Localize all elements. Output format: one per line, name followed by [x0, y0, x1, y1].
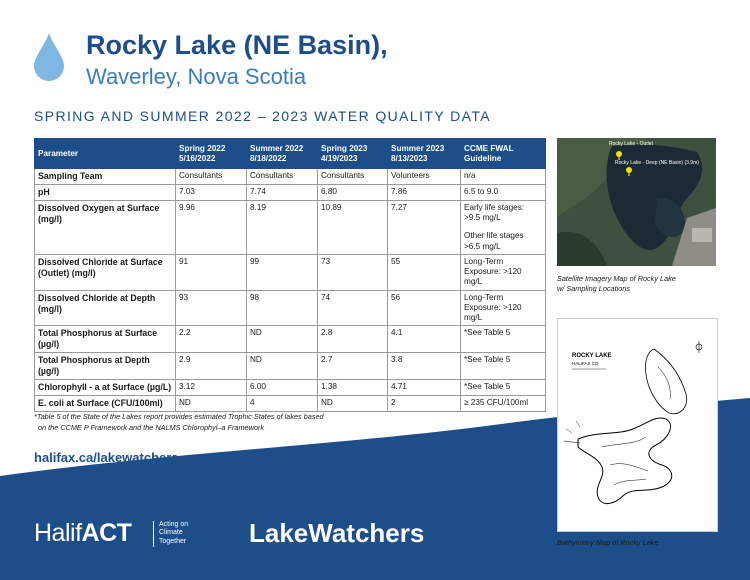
- logo-act: ACT: [81, 519, 132, 547]
- label-outlet: Rocky Lake - Outlet: [609, 141, 653, 147]
- table-cell: 74: [318, 290, 388, 326]
- satellite-map-image: [557, 138, 716, 266]
- logo-prefix: Halif: [34, 519, 82, 547]
- table-cell: 6.80: [318, 184, 388, 200]
- table-row: [35, 290, 546, 326]
- table-cell: 7.03: [176, 184, 247, 200]
- table-row: [35, 184, 546, 200]
- guideline-cell: Long-Term Exposure: >120 mg/L: [461, 254, 546, 290]
- table-cell: 3.8: [388, 353, 461, 380]
- section-subtitle: SPRING AND SUMMER 2022 – 2023 WATER QUALITY DATA: [34, 108, 491, 124]
- guideline-other-life: Other life stages >6.5 mg/L: [464, 231, 524, 251]
- table-cell: 2.8: [318, 326, 388, 353]
- table-cell: 7.86: [388, 184, 461, 200]
- table-cell: 2.2: [176, 326, 247, 353]
- guideline-cell: ≥ 235 CFU/100ml: [461, 396, 546, 412]
- lakewatchers-logo: LakeWatchers: [249, 518, 425, 548]
- header-summer-2022: Summer 2022 8/18/2022: [247, 139, 318, 169]
- row-parameter: pH: [35, 184, 176, 200]
- table-cell: Consultants: [318, 169, 388, 185]
- halifact-logo: [34, 519, 204, 551]
- table-cell: 98: [247, 290, 318, 326]
- table-row: [35, 326, 546, 353]
- satellite-imagery: [557, 138, 716, 266]
- bathy-title: ROCKY LAKE: [572, 353, 612, 359]
- table-cell: 1.38: [318, 380, 388, 396]
- guideline-cell: 6.5 to 9.0: [461, 184, 546, 200]
- bathymetry-map-image: [557, 318, 718, 532]
- table-cell: 91: [176, 254, 247, 290]
- row-parameter: E. coli at Surface (CFU/100ml): [35, 396, 176, 412]
- logo-tagline: Acting on Climate Together: [159, 521, 189, 545]
- satellite-caption: Satellite Imagery Map of Rocky Lake w/ Sampling Locations: [557, 274, 676, 294]
- table-cell: 8.19: [247, 200, 318, 254]
- table-cell: 7.74: [247, 184, 318, 200]
- table-cell: 4: [247, 396, 318, 412]
- row-parameter: Total Phosphorus at Depth (µg/l): [35, 353, 176, 380]
- table-cell: 4.1: [388, 326, 461, 353]
- row-parameter: Dissolved Chloride at Depth (mg/l): [35, 290, 176, 326]
- table-cell: 73: [318, 254, 388, 290]
- table-cell: ND: [247, 353, 318, 380]
- water-drop-icon: [34, 33, 64, 81]
- table-cell: ND: [318, 396, 388, 412]
- guideline-cell: n/a: [461, 169, 546, 185]
- header-ccme-guideline: CCME FWAL Guideline: [461, 139, 546, 169]
- guideline-cell: *See Table 5: [461, 353, 546, 380]
- row-parameter: Total Phosphorus at Surface (µg/l): [35, 326, 176, 353]
- header-summer-2023: Summer 2023 8/13/2023: [388, 139, 461, 169]
- header-spring-2023: Spring 2023 4/19/2023: [318, 139, 388, 169]
- footnote-line-1: *Table 5 of the State of the Lakes report provides estimated Trophic States of lakes based: [34, 412, 324, 421]
- bathymetry-caption: Bathymetry Map of Rocky Lake: [557, 538, 659, 547]
- label-deep: Rocky Lake - Deep (NE Basin) (3.9m): [615, 160, 699, 166]
- table-cell: Consultants: [176, 169, 247, 185]
- bathy-subtitle: HALIFAX CO: [572, 361, 599, 366]
- table-cell: 2.9: [176, 353, 247, 380]
- table-cell: 7.27: [388, 200, 461, 254]
- table-row: [35, 254, 546, 290]
- header-spring-2022: Spring 2022 5/16/2022: [176, 139, 247, 169]
- row-parameter: Dissolved Oxygen at Surface (mg/l): [35, 200, 176, 254]
- table-cell: 2.7: [318, 353, 388, 380]
- table-cell: 6.00: [247, 380, 318, 396]
- guideline-cell: Long-Term Exposure: >120 mg/L: [461, 290, 546, 326]
- table-header-row: [35, 139, 546, 169]
- row-parameter: Chlorophyll - a at Surface (µg/L): [35, 380, 176, 396]
- page-title: Rocky Lake (NE Basin),: [86, 30, 388, 60]
- table-cell: ND: [176, 396, 247, 412]
- table-cell: Volunteers: [388, 169, 461, 185]
- table-cell: 56: [388, 290, 461, 326]
- table-cell: 10.89: [318, 200, 388, 254]
- table-footnote: [34, 412, 544, 433]
- website-link[interactable]: halifax.ca/lakewatchers: [34, 450, 179, 465]
- guideline-cell: *See Table 5: [461, 380, 546, 396]
- table-row: [35, 200, 546, 254]
- table-cell: 9.96: [176, 200, 247, 254]
- row-parameter: Dissolved Chloride at Surface (Outlet) (mg/l): [35, 254, 176, 290]
- table-cell: 99: [247, 254, 318, 290]
- table-row: [35, 380, 546, 396]
- table-cell: 3.12: [176, 380, 247, 396]
- water-quality-table: [34, 138, 546, 412]
- guideline-early-life: Early life stages: >9.5 mg/L: [464, 202, 525, 223]
- header-parameter: Parameter: [35, 139, 176, 169]
- row-parameter: Sampling Team: [35, 169, 176, 185]
- table-row: [35, 353, 546, 380]
- table-row: [35, 396, 546, 412]
- table-cell: ND: [247, 326, 318, 353]
- table-cell: 2: [388, 396, 461, 412]
- guideline-cell: *See Table 5: [461, 326, 546, 353]
- bathymetry-drawing: [558, 319, 717, 531]
- table-cell: 4.71: [388, 380, 461, 396]
- table-row: [35, 169, 546, 185]
- guideline-cell: [461, 200, 546, 254]
- table-cell: 55: [388, 254, 461, 290]
- logo-bracket: [153, 521, 157, 547]
- page-location: Waverley, Nova Scotia: [86, 64, 307, 89]
- footnote-line-2: on the CCME P Framework and the NALMS Chlorophyl–a Framework: [38, 422, 265, 432]
- table-cell: 93: [176, 290, 247, 326]
- table-cell: Consultants: [247, 169, 318, 185]
